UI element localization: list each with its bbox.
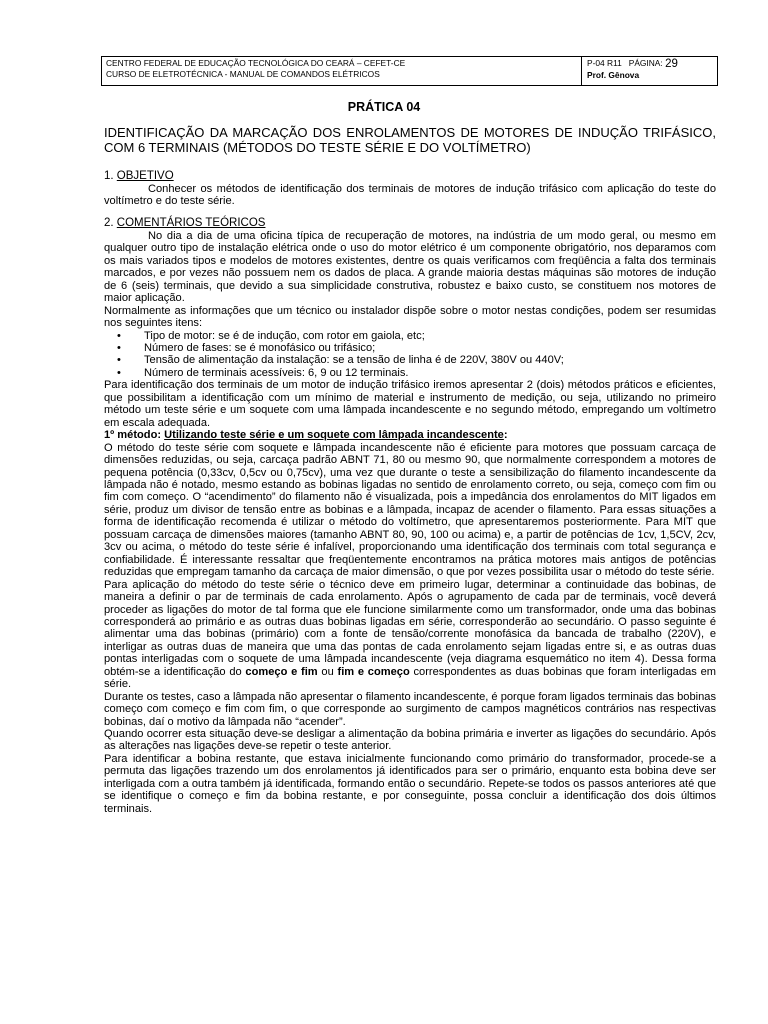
emphasis-start-end: começo e fim (245, 665, 318, 678)
professor-name: Prof. Gênova (587, 70, 640, 80)
method-title-colon: : (503, 429, 508, 442)
page-info-block (582, 57, 717, 85)
document-code: P-04 R11 (587, 58, 622, 68)
institution-block (102, 57, 582, 85)
section-title: COMENTÁRIOS TEÓRICOS (116, 216, 266, 229)
method-1-paragraph-2 (104, 579, 716, 691)
list-item: • Tensão de alimentação da instalação: se a tensão de linha é de 220V, 380V ou 440V; (104, 354, 716, 366)
motor-info-list (104, 330, 716, 380)
objective-paragraph: Conhecer os métodos de identificação dos terminais de motores de indução trifásico com aplicação do teste do voltímetro e do teste série. (104, 183, 716, 208)
page-number: 29 (665, 58, 678, 70)
practice-subtitle: IDENTIFICAÇÃO DA MARCAÇÃO DOS ENROLAMENTOS DE MOTORES DE INDUÇÃO TRIFÁSICO, COM 6 TERMINAIS (MÉTODOS DO TESTE SÉRIE E DO VOLTÍMETRO) (104, 125, 716, 155)
section-number: 2. (104, 216, 117, 229)
course-name: CURSO DE ELETROTÉCNICA - MANUAL DE COMANDOS ELÉTRICOS (106, 69, 380, 79)
section-title: OBJETIVO (116, 170, 174, 182)
section-number: 1. (104, 170, 117, 182)
page-info (587, 58, 713, 70)
paragraph-text: correspondentes as duas bobinas que foram interligadas em série. (104, 665, 716, 691)
list-item: • Número de fases: se é monofásico ou trifásico; (104, 342, 716, 354)
section-heading-objective (104, 170, 716, 183)
method-1-paragraph-5: Para identificar a bobina restante, que estava inicialmente funcionando como primário do transformador, procede-se a permuta das ligações trazendo um dos enrolamentos já identificados para ser o primário, enquanto esta bobina deve ser interligada com a outra também já identificada, formando então o secundário. Repete-se todos os passos anteriores até que se identifique o começo e fim da bobina restante, e por conseguinte, possa concluir a identificação dos dois últimos terminais. (104, 752, 716, 815)
comments-paragraph-2: Normalmente as informações que um técnico ou instalador dispõe sobre o motor nestas condições, podem ser resumidas nos seguintes itens: (104, 304, 716, 330)
section-heading-comments (104, 217, 716, 230)
method-1-paragraph-3: Durante os testes, caso a lâmpada não apresentar o filamento incandescente, é porque foram ligados terminais das bobinas começo com começo e fim com fim, o que corresponde ao surgimento de campos magnéticos contrários nas respectivas bobinas, daí o motivo da lâmpada não “acender”. (104, 690, 716, 728)
document-body (104, 170, 716, 815)
paragraph-text: ou (317, 665, 338, 678)
practice-title: PRÁTICA 04 (347, 100, 421, 114)
method-title: Utilizando teste série e um soquete com lâmpada incandescente (164, 429, 504, 442)
method-1-paragraph-1: O método do teste série com soquete e lâmpada incandescente não é eficiente para motores que possuam carcaça de dimensões reduzidas, ou seja, carcaça padrão ABNT 71, 80 ou mesmo 90, que normalmente correspondem a motores de pequena potência (0,33cv, 0,5cv ou 0,75cv), uma vez que durante o teste a sensibilização do filamento incandescente da lâmpada não é notado, mesmo estando as bobinas ligadas no sentido de enrolamento correto, ou seja, começo com fim ou fim com começo. O “acendimento” do filamento não é visualizada, pois a impedância dos enrolamentos do MIT ligados em série, produz um divisor de tensão entre as bobinas e a lâmpada, incapaz de acender o filamento. Para essas situações a forma de identificação recomenda é utilizar o método do voltímetro, que apresentaremos posteriormente. Para MIT que possuam carcaça de dimensões maiores (tamanho ABNT 80, 90, 100 ou acima) e, a partir de potências de 1cv, 1,5CV, 2cv, 3cv ou acima, o método do teste série é infalível, proporcionando uma identificação dos terminais com total segurança e confiabilidade. É interessante ressaltar que freqüentemente encontramos na prática motores mais antigos de potências reduzidas que empregam tamanho da carcaça de maior dimensão, o que por vezes possibilita usar o método do teste série. (104, 441, 716, 579)
list-item: • Número de terminais acessíveis: 6, 9 ou 12 terminais. (104, 367, 716, 379)
comments-paragraph-3: Para identificação dos terminais de um motor de indução trifásico iremos apresentar 2 (dois) métodos práticos e eficientes, que possibilitam a identificação com um mínimo de material e instrumento de medição, ou seja, utilizando no primeiro método um teste série e um soquete com uma lâmpada incandescente e no segundo método, empregando um voltímetro em escala adequada. (104, 379, 716, 429)
institution-name: CENTRO FEDERAL DE EDUCAÇÃO TECNOLÓGICA DO CEARÁ – CEFET-CE (106, 58, 406, 68)
page-header (101, 56, 718, 86)
method-1-paragraph-4: Quando ocorrer esta situação deve-se desligar a alimentação da bobina primária e inverter as ligações do secundário. Após as alterações nas ligações deve-se repetir o teste anterior. (104, 728, 716, 753)
page-label: PÁGINA: (628, 58, 663, 68)
paragraph-text: Para aplicação do método do teste série o técnico deve em primeiro lugar, determinar a continuidade das bobinas, de maneira a definir o par de terminais de cada enrolamento. Após o agrupamento de cada par de terminais, você deverá proceder as ligações do motor de tal forma que ele funcione similarmente como um transformador, onde uma das bobinas corresponderá ao primário e as outras duas bobinas ligadas em série, corresponderão ao secundário. O passo seguinte é alimentar uma das bobinas (primário) com a fonte de tensão/corrente monofásica da bancada de trabalho (220V), e interligar as outras duas de maneira que uma das pontas de cada enrolamento sejam ligadas entre si, e as outras duas pontas interligadas com o soquete de uma lâmpada incandescente (veja diagrama esquemático no item 4). Dessa forma obtém-se a identificação do (104, 578, 716, 678)
method-number: 1º método: (104, 429, 165, 442)
list-item: • Tipo de motor: se é de indução, com rotor em gaiola, etc; (104, 330, 716, 342)
emphasis-end-start: fim e começo (337, 665, 410, 678)
method-1-heading (104, 429, 716, 441)
comments-paragraph-1: No dia a dia de uma oficina típica de recuperação de motores, na indústria de um modo geral, ou mesmo em qualquer outro tipo de instalação elétrica onde o uso do motor elétrico é um componente obrigatório, nos deparamos com os mais variados tipos e modelos de motores existentes, dentre os quais verificamos com freqüência a falta dos terminais marcados, e por vezes não possuem nem os dados de placa. A grande maioria destas máquinas são motores de indução de 6 (seis) terminais, que devido a sua simplicidade construtiva, robustez e baixo custo, se constituem nos motores de maior aplicação. (104, 229, 716, 305)
